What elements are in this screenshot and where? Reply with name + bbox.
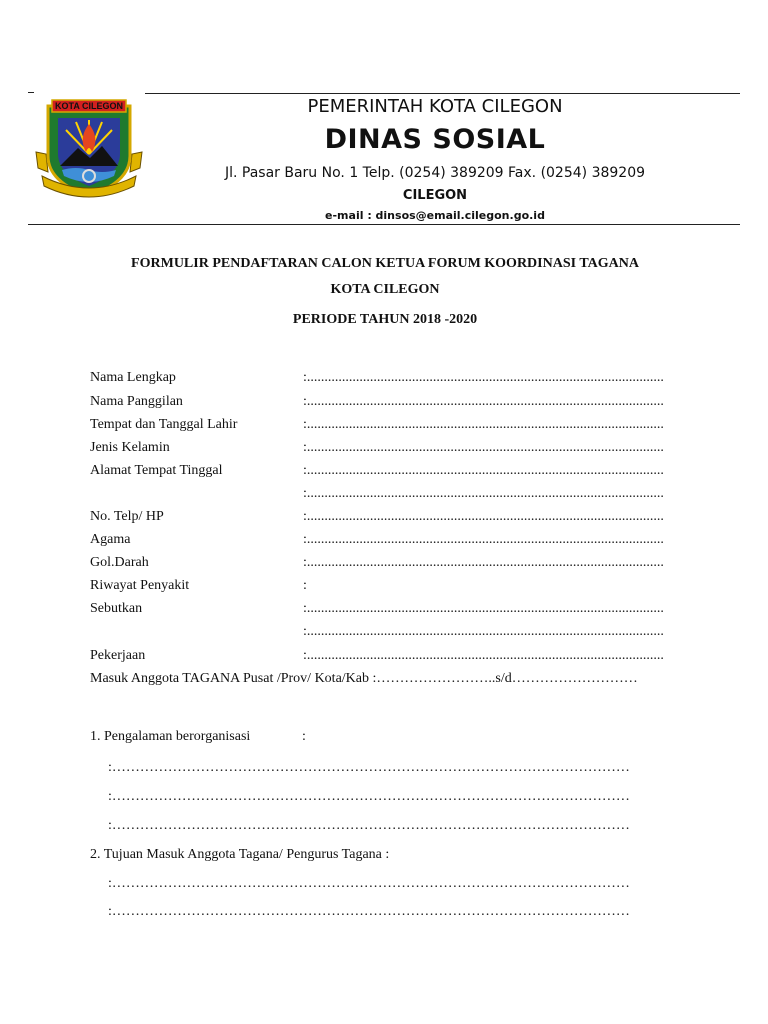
section-pengalaman-colon: :: [302, 729, 306, 744]
field-blank[interactable]: :......................................................................................................: [303, 509, 664, 524]
agency-email: e-mail : dinsos@email.cilegon.go.id: [325, 209, 545, 222]
field-blank[interactable]: :......................................................................................................: [303, 555, 664, 570]
field-blank[interactable]: :......................................................................................................: [303, 394, 664, 409]
field-label: Alamat Tempat Tinggal: [90, 463, 223, 478]
field-label: Pekerjaan: [90, 648, 146, 663]
field-label: Riwayat Penyakit: [90, 578, 190, 593]
field-label: Tempat dan Tanggal Lahir: [90, 417, 238, 432]
field-label: Nama Panggilan: [90, 394, 183, 409]
agency-address: Jl. Pasar Baru No. 1 Telp. (0254) 389209 Fax. (0254) 389209: [224, 165, 646, 181]
section-pengalaman-line[interactable]: :…………………………………………………………………………………………………: [108, 760, 630, 775]
field-blank[interactable]: :......................................................................................................: [303, 463, 664, 478]
form-title: FORMULIR PENDAFTARAN CALON KETUA FORUM KOORDINASI TAGANA: [131, 256, 639, 271]
letterhead-bottom-rule: [28, 224, 740, 225]
field-blank[interactable]: :......................................................................................................: [303, 440, 664, 455]
field-label: Gol.Darah: [90, 555, 149, 570]
field-blank[interactable]: :......................................................................................................: [303, 624, 664, 639]
field-blank[interactable]: :......................................................................................................: [303, 648, 664, 663]
section-tujuan-line[interactable]: :…………………………………………………………………………………………………: [108, 876, 630, 891]
field-blank[interactable]: :......................................................................................................: [303, 532, 664, 547]
government-name: PEMERINTAH KOTA CILEGON: [307, 96, 563, 117]
letterhead-mark: [28, 92, 34, 93]
agency-name: DINAS SOSIAL: [324, 124, 546, 155]
field-label: No. Telp/ HP: [90, 509, 164, 524]
field-blank[interactable]: :......................................................................................................: [303, 601, 664, 616]
form-subtitle-city: KOTA CILEGON: [330, 282, 440, 297]
field-blank[interactable]: :......................................................................................................: [303, 486, 664, 501]
field-blank[interactable]: :: [303, 578, 307, 593]
field-label: Jenis Kelamin: [90, 440, 170, 455]
agency-city: CILEGON: [402, 188, 468, 203]
section-pengalaman-line[interactable]: :…………………………………………………………………………………………………: [108, 789, 630, 804]
section-tujuan-line[interactable]: :…………………………………………………………………………………………………: [108, 904, 630, 919]
field-label: Agama: [90, 532, 131, 547]
city-emblem-logo: [30, 96, 148, 200]
field-label: Nama Lengkap: [90, 370, 176, 385]
emblem-name-text: KOTA CILEGON: [55, 101, 123, 111]
section-tujuan-label: 2. Tujuan Masuk Anggota Tagana/ Pengurus Tagana :: [90, 847, 390, 862]
section-pengalaman-label: 1. Pengalaman berorganisasi: [90, 729, 251, 744]
letterhead-top-rule: [145, 93, 740, 94]
section-pengalaman-line[interactable]: :…………………………………………………………………………………………………: [108, 818, 630, 833]
field-masuk-anggota[interactable]: Masuk Anggota TAGANA Pusat /Prov/ Kota/Kab :……………………..s/d………………………: [90, 671, 638, 686]
field-blank[interactable]: :......................................................................................................: [303, 370, 664, 385]
form-subtitle-period: PERIODE TAHUN 2018 -2020: [292, 312, 478, 327]
field-label: Sebutkan: [90, 601, 143, 616]
field-blank[interactable]: :......................................................................................................: [303, 417, 664, 432]
